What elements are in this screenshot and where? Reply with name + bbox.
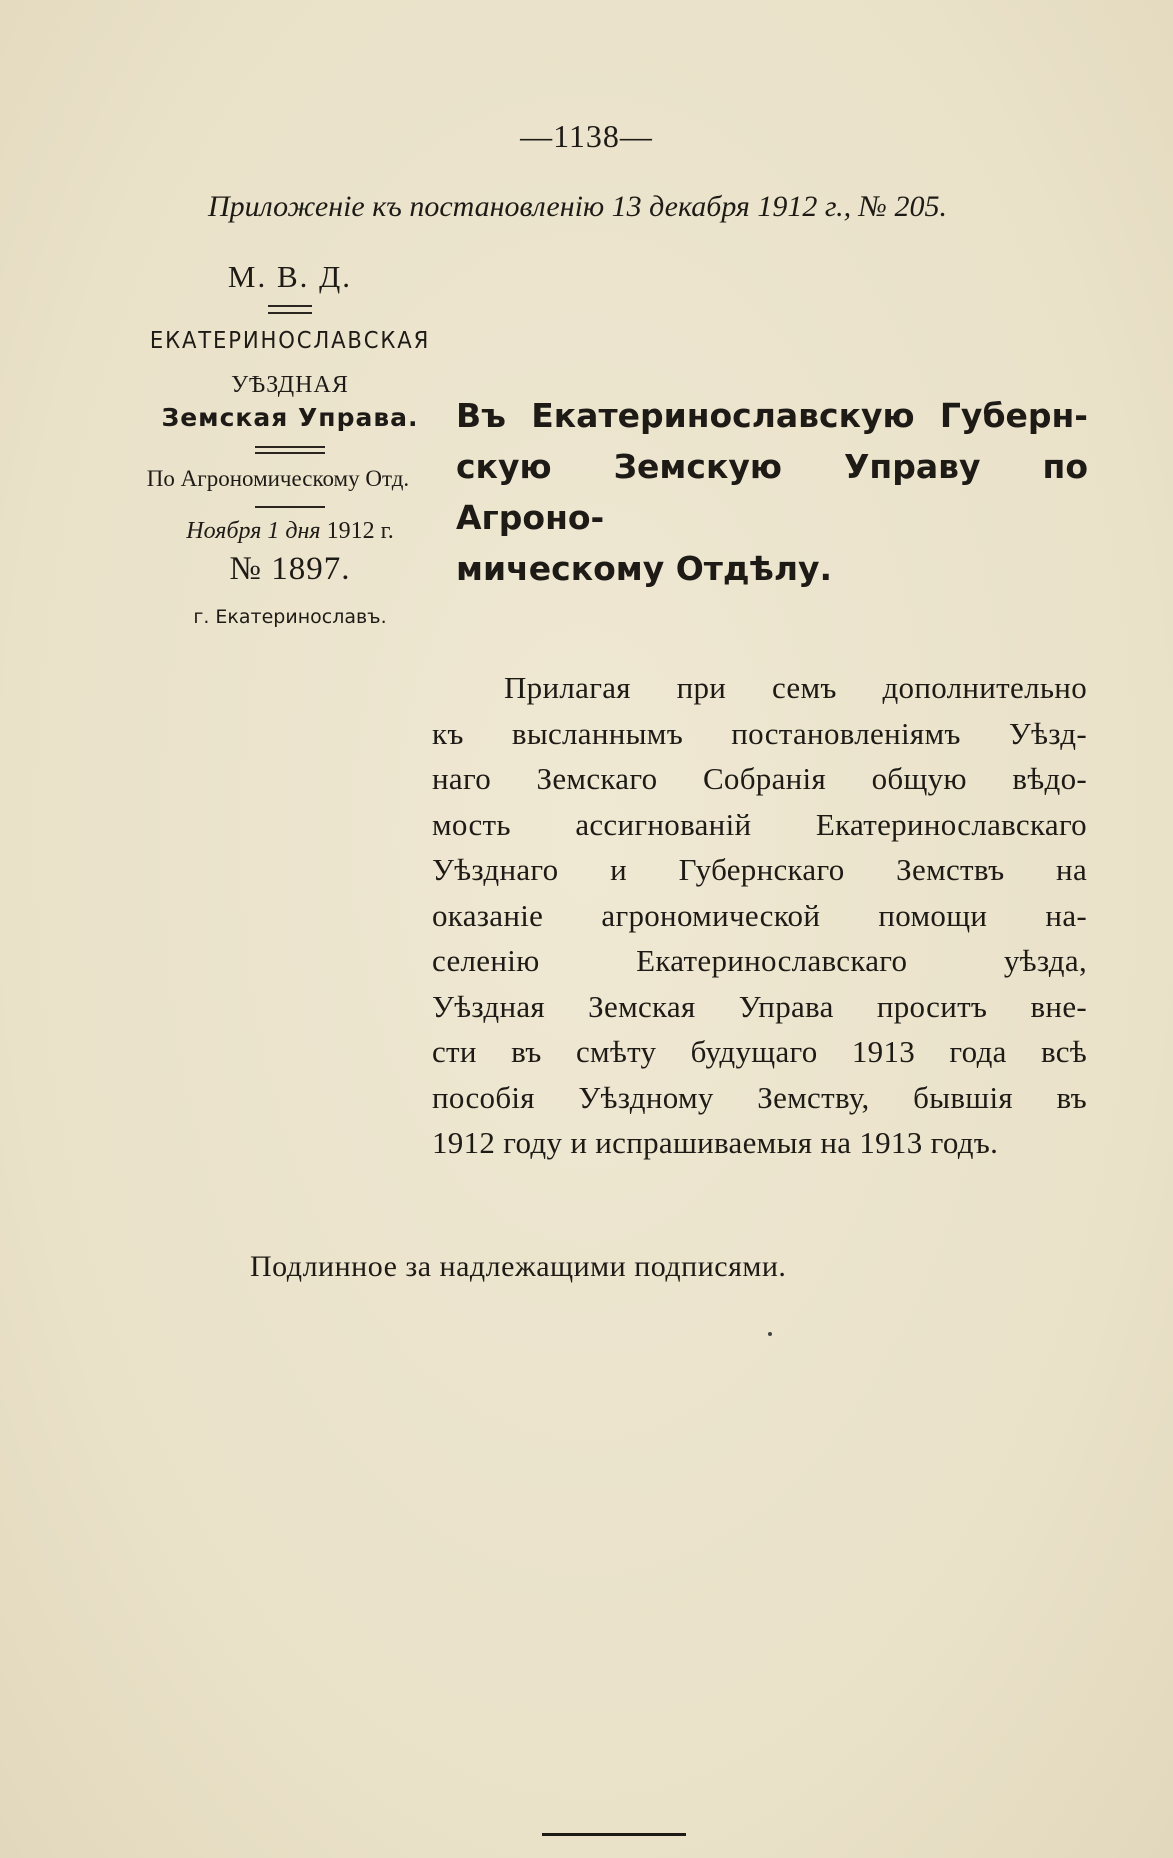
body-line: пособія Уѣздному Земству, бывшія въ [432,1079,1087,1115]
city: г. Екатеринославъ. [193,606,387,628]
address-line: скую Земскую Управу по Агроно- [456,447,1088,537]
date-year: 1912 г. [326,518,394,544]
institution-level: УѢЗДНАЯ [231,372,349,398]
body-line: Уѣзднаго и Губернскаго Земствъ на [432,852,1087,887]
body-line: 1912 году и испрашиваемыя на 1913 годъ. [432,1125,999,1160]
page-number: —1138— [520,118,653,154]
letterhead [130,255,450,628]
appendix-line: Приложеніе къ постановленію 13 декабря 1912 г., № 205. [208,190,947,223]
body-line: Уѣздная Земская Управа проситъ вне- [432,988,1087,1024]
body-line: сти въ смѣту будущаго 1913 года всѣ [432,1034,1087,1069]
ink-speck [768,1332,772,1336]
rule [255,506,325,508]
body-line: оказаніе агрономической помощи на- [432,897,1087,933]
double-rule [268,305,312,314]
address-line: мическому Отдѣлу. [456,549,833,588]
end-rule [542,1833,686,1836]
address-line: Въ Екатеринославскую Губерн- [456,396,1088,435]
body-line: къ высланнымъ постановленіямъ Уѣзд- [432,715,1087,751]
body-line: наго Земскаго Собранія общую вѣдо- [432,761,1087,796]
addressee [456,390,1088,594]
document-number: № 1897. [229,551,351,587]
department: По Агрономическому Отд. [146,466,410,491]
body-line: Прилагая при семъ дополнительно [504,670,1087,705]
institution-body: Земская Управа. [161,403,419,432]
ministry: М. В. Д. [227,259,353,294]
body-line: мость ассигнованій Екатеринославскаго [432,806,1087,842]
institution-name: ЕКАТЕРИНОСЛАВСКАЯ [149,328,431,354]
date-prefix: Ноября 1 дня [186,518,321,544]
date [130,518,450,545]
body-text [432,665,1087,1166]
closing-note: Подлинное за надлежащими подписями. [250,1250,787,1283]
body-line: селенію Екатеринославскаго уѣзда, [432,943,1087,978]
double-rule [255,446,325,454]
